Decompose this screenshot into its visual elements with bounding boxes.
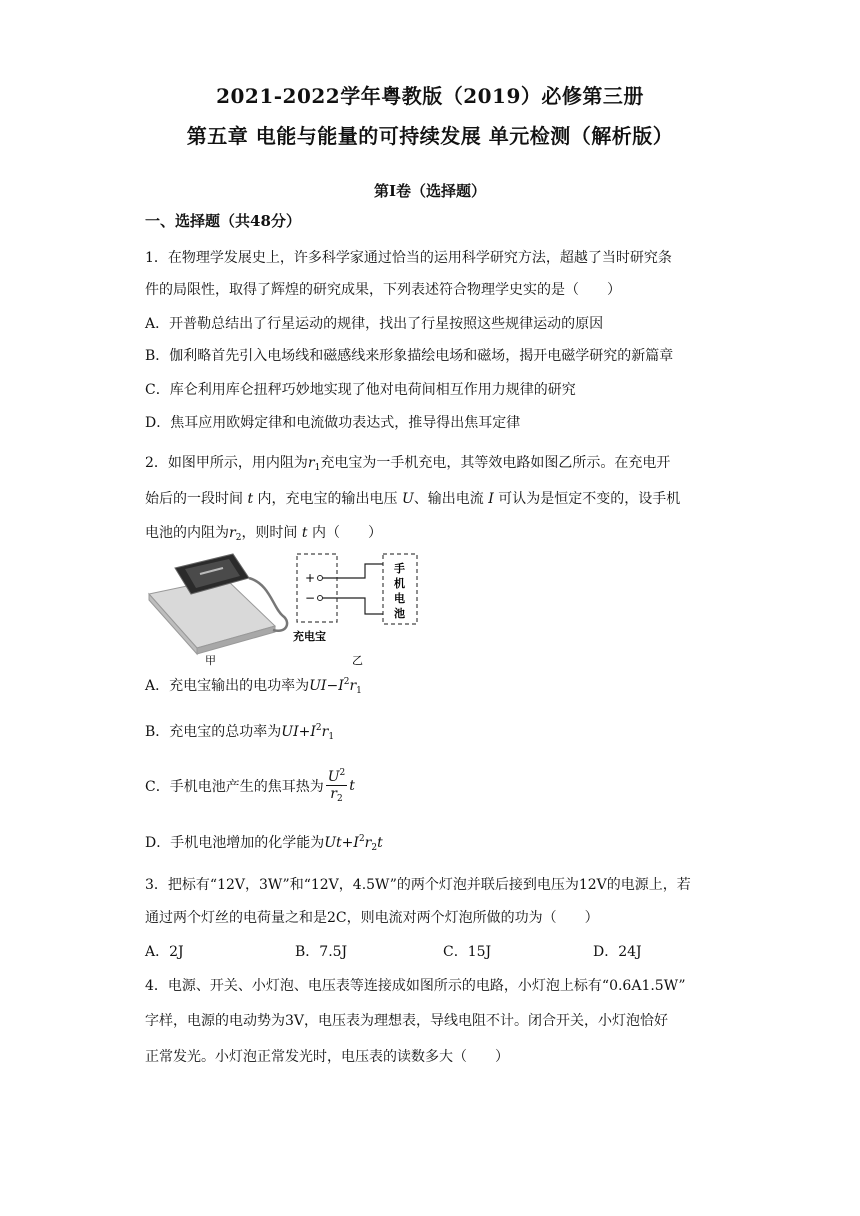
q4-stem-line1: 4．电源、开关、小灯泡、电压表等连接成如图所示的电路，小灯泡上标有“0.6A1.5W”	[145, 978, 686, 994]
q3-option-d: D．24J	[593, 944, 642, 960]
math-sub: 1	[356, 686, 362, 696]
math-sup: 2	[339, 768, 346, 778]
q2-text: 2．如图甲所示，用内阻为	[145, 455, 308, 471]
q1-stem-line1: 1．在物理学发展史上，许多科学家通过恰当的运用科学研究方法，超越了当时研究条	[145, 250, 672, 266]
power-bank-circuit-image	[145, 548, 435, 668]
minus-terminal-label: −	[305, 591, 316, 605]
q1-option-d: D．焦耳应用欧姆定律和电流做功表达式，推导得出焦耳定律	[145, 415, 521, 431]
math-var: t	[349, 778, 355, 794]
q2-text: 电池的内阻为	[145, 525, 229, 541]
math-var: UI	[281, 724, 299, 740]
math-sup: 2	[315, 723, 322, 733]
math-var: I	[310, 724, 316, 740]
math-var: t	[377, 835, 383, 851]
math-var: r	[349, 678, 357, 694]
q2-option-b	[145, 721, 334, 742]
math-var: Ut	[324, 835, 342, 851]
phone-battery-label-2: 机	[394, 577, 405, 590]
q4-stem-line3: 正常发光。小灯泡正常发光时，电压表的读数多大（ ）	[145, 1049, 509, 1065]
math-fraction	[326, 765, 348, 807]
q3-option-b: B．7.5J	[295, 944, 348, 960]
math-var: U	[402, 491, 414, 507]
math-sub: 1	[314, 463, 321, 473]
math-sub: 2	[371, 843, 378, 853]
q1-option-b: B．伽利略首先引入电场线和磁感线来形象描绘电场和磁场，揭开电磁学研究的新篇章	[145, 348, 674, 364]
part-heading: 第Ⅰ卷（选择题）	[373, 182, 487, 200]
q3-stem-line1: 3．把标有“12V，3W”和“12V，4.5W”的两个灯泡并联后接到电压为12V的电源上，若	[145, 877, 691, 893]
q2-text: 内，充电宝的输出电压	[257, 491, 398, 507]
doc-title: 2021-2022学年粤教版（2019）必修第三册	[216, 84, 644, 108]
q2-text: 始后的一段时间	[145, 491, 243, 507]
q2-text: 可认为是恒定不变的，设手机	[498, 491, 681, 507]
math-var: I	[488, 491, 494, 507]
q2-text: 内（ ）	[311, 525, 382, 541]
q2-figure	[145, 548, 435, 668]
q1-stem-line2: 件的局限性，取得了辉煌的研究成果，下列表述符合物理学史实的是（ ）	[145, 282, 621, 298]
equivalent-circuit-diagram	[293, 554, 417, 643]
q4-stem-line2: 字样，电源的电动势为3V，电压表为理想表，导线电阻不计。闭合开关，小灯泡恰好	[145, 1013, 669, 1029]
phone-battery-label-1: 手	[394, 562, 405, 575]
q2-stem-line2	[145, 488, 680, 508]
math-var: r	[330, 786, 337, 802]
math-sup: 2	[358, 834, 365, 844]
figure-label-jia: 甲	[205, 654, 216, 667]
q2-option-a	[145, 675, 362, 696]
q2-option-c	[145, 765, 355, 807]
math-var: U	[327, 769, 340, 785]
math-var: I	[338, 678, 344, 694]
plus-terminal-label: +	[305, 571, 316, 585]
section-heading: 一、选择题（共48分）	[145, 212, 301, 230]
math-sub: 2	[235, 533, 242, 543]
phone-battery-label-4: 池	[394, 607, 405, 620]
q3-option-c: C．15J	[443, 944, 492, 960]
math-var: r	[364, 835, 372, 851]
math-op: −	[326, 678, 339, 694]
q2-text: 充电宝为一手机充电，其等效电路如图乙所示。在充电开	[320, 455, 671, 471]
math-var: I	[353, 835, 359, 851]
power-bank-label: 充电宝	[293, 630, 326, 643]
q2-text: 、输出电流	[413, 491, 484, 507]
math-op: +	[298, 724, 311, 740]
math-var: r	[307, 455, 315, 471]
math-var: t	[247, 491, 254, 507]
q2-option-b-text: B．充电宝的总功率为	[145, 724, 282, 740]
q2-option-a-text: A．充电宝输出的电功率为	[145, 678, 310, 694]
q1-option-a: A．开普勒总结出了行星运动的规律，找出了行星按照这些规律运动的原因	[145, 316, 604, 332]
math-op: +	[341, 835, 354, 851]
q2-stem-line3	[145, 522, 382, 543]
q1-option-c: C．库仑利用库仑扭秤巧妙地实现了他对电荷间相互作用力规律的研究	[145, 382, 576, 398]
math-sup: 2	[343, 677, 350, 687]
q2-option-d-text: D．手机电池增加的化学能为	[145, 835, 325, 851]
q2-option-c-text: C．手机电池产生的焦耳热为	[145, 779, 324, 795]
doc-subtitle: 第五章 电能与能量的可持续发展 单元检测（解析版）	[186, 124, 674, 148]
math-var: r	[321, 724, 329, 740]
q2-option-d	[145, 832, 383, 853]
power-bank-photo	[149, 554, 287, 654]
math-var: t	[301, 525, 308, 541]
figure-label-yi: 乙	[352, 654, 363, 667]
q2-text: ，则时间	[241, 525, 298, 541]
math-sub: 2	[336, 794, 343, 804]
phone-battery-label-3: 电	[394, 592, 405, 605]
q2-stem-line1	[145, 452, 670, 473]
math-sub: 1	[328, 732, 335, 742]
q3-option-a: A．2J	[145, 944, 184, 960]
math-var: UI	[309, 678, 327, 694]
math-var: r	[229, 525, 236, 541]
q3-stem-line2: 通过两个灯丝的电荷量之和是2C，则电流对两个灯泡所做的功为（ ）	[145, 910, 599, 926]
